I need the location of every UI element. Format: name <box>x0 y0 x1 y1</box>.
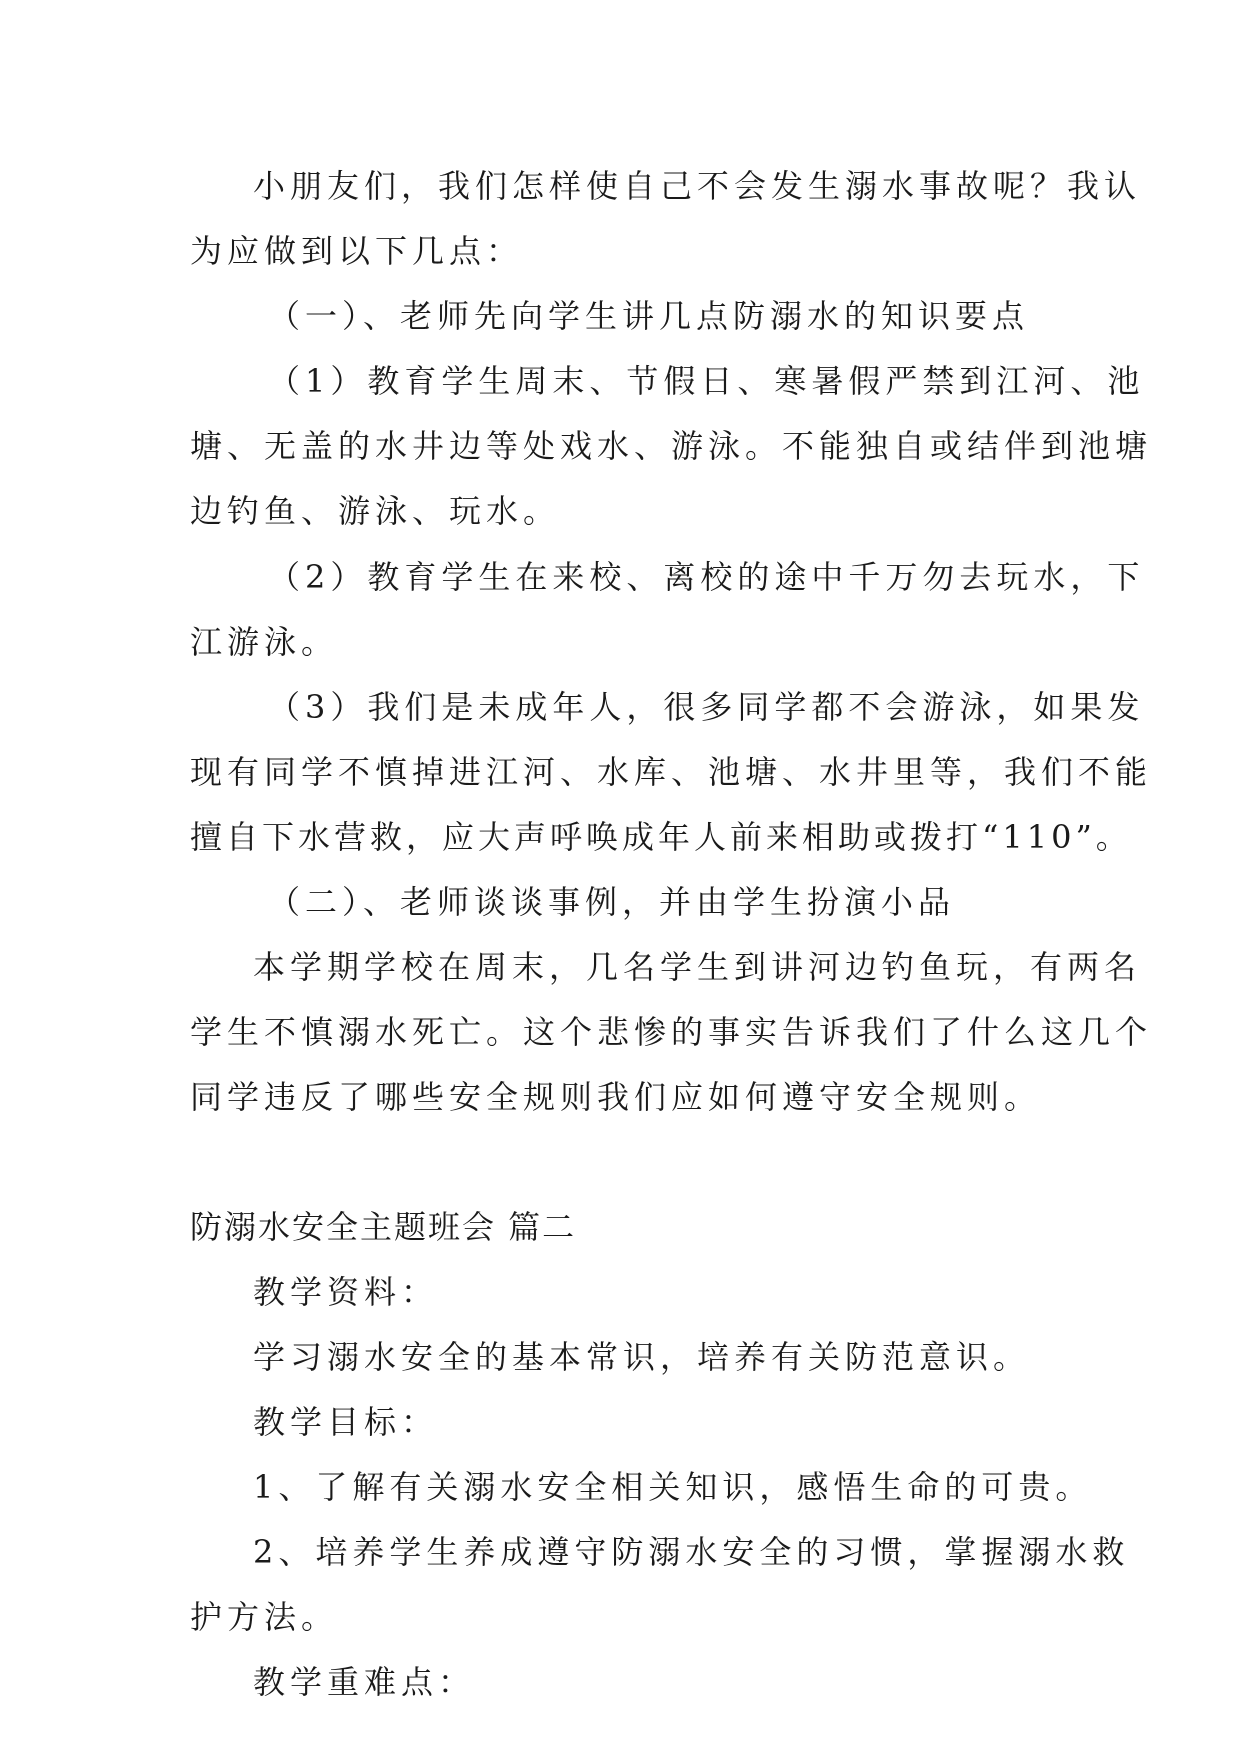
materials-label: 教学资料： <box>253 1273 439 1311</box>
heading-knowledge-points: （一）、老师先向学生讲几点防溺水的知识要点 <box>268 297 1030 335</box>
section-title: 防溺水安全主题班会 篇二 <box>190 1208 577 1246</box>
difficulty-label: 教学重难点： <box>253 1663 476 1701</box>
intro-line-1: 小朋友们，我们怎样使自己不会发生溺水事故呢？我认 <box>253 167 1142 205</box>
goal-2-line-1: 2、培养学生养成遵守防溺水安全的习惯，掌握溺水救 <box>253 1533 1130 1571</box>
item-2-line-1: （2）教育学生在来校、离校的途中千万勿去玩水，下 <box>268 558 1145 596</box>
goal-1: 1、了解有关溺水安全相关知识，感悟生命的可贵。 <box>253 1468 1093 1506</box>
item-1-line-1: （1）教育学生周末、节假日、寒暑假严禁到江河、池 <box>268 362 1145 400</box>
story-line-3: 同学违反了哪些安全规则我们应如何遵守安全规则。 <box>190 1078 1042 1116</box>
item-3-line-2: 现有同学不慎掉进江河、水库、池塘、水井里等，我们不能 <box>190 753 1153 791</box>
item-1-line-3: 边钓鱼、游泳、玩水。 <box>190 492 561 530</box>
materials-text: 学习溺水安全的基本常识，培养有关防范意识。 <box>253 1338 1031 1376</box>
story-line-2: 学生不慎溺水死亡。这个悲惨的事实告诉我们了什么这几个 <box>190 1013 1153 1051</box>
item-2-line-2: 江游泳。 <box>190 623 339 661</box>
item-1-line-2: 塘、无盖的水井边等处戏水、游泳。不能独自或结伴到池塘 <box>190 427 1153 465</box>
story-line-1: 本学期学校在周末，几名学生到讲河边钓鱼玩，有两名 <box>253 948 1142 986</box>
intro-line-2: 为应做到以下几点： <box>190 232 524 270</box>
goal-2-line-2: 护方法。 <box>190 1598 339 1636</box>
goals-label: 教学目标： <box>253 1403 439 1441</box>
item-3-line-1: （3）我们是未成年人，很多同学都不会游泳，如果发 <box>268 688 1145 726</box>
item-3-line-3: 擅自下水营救，应大声呼唤成年人前来相助或拨打“110”。 <box>190 818 1132 856</box>
heading-examples: （二）、老师谈谈事例，并由学生扮演小品 <box>268 883 956 921</box>
